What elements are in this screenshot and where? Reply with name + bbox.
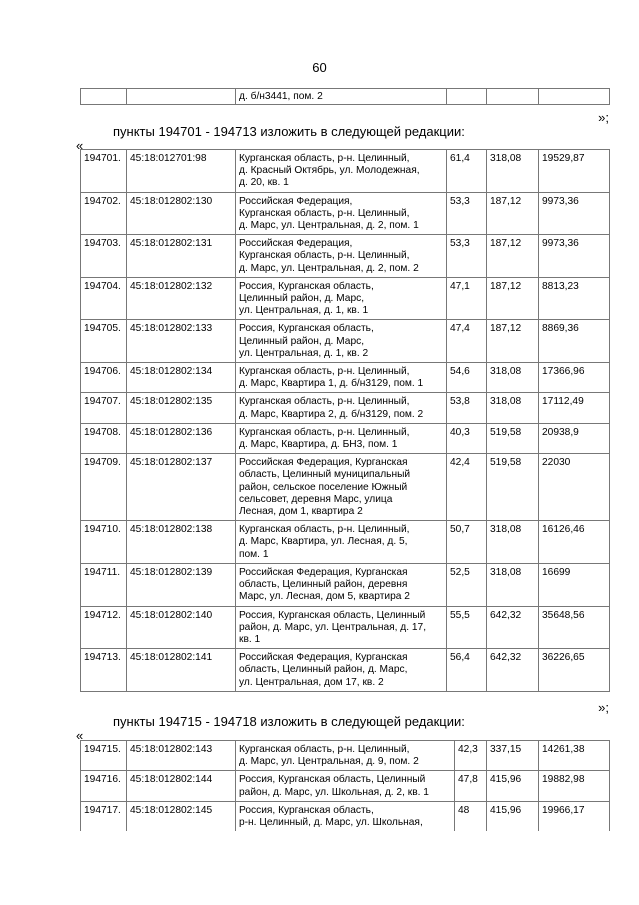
table-row (81, 741, 610, 771)
closing-quote-mark: »; (598, 700, 609, 715)
number-cell: 194710. (81, 521, 127, 564)
address-cell (236, 320, 447, 363)
cadastral-number-cell: 45:18:012802:141 (127, 649, 236, 692)
address-cell: д. б/н3441, пом. 2 (236, 89, 447, 105)
number-cell: 194707. (81, 393, 127, 423)
rate-cell: 318,08 (487, 521, 539, 564)
address-line: область, Целинный район, д. Марс, (239, 664, 408, 676)
address-line: ул. Центральная, д. 1, кв. 1 (239, 305, 369, 317)
total-cell: 19529,87 (539, 150, 610, 193)
cadastral-number-cell: 45:18:012802:140 (127, 606, 236, 649)
address-line: д. Марс, ул. Центральная, д. 2, пом. 2 (239, 262, 419, 274)
total-cell: 8869,36 (539, 320, 610, 363)
cadastral-number-cell: 45:18:012701:98 (127, 150, 236, 193)
address-line: Российская Федерация, Курганская (239, 566, 408, 578)
address-cell (236, 454, 447, 521)
address-line: Курганская область, р-н. Целинный, (239, 426, 410, 438)
address-line: Россия, Курганская область, (239, 323, 374, 335)
area-cell: 48 (455, 801, 487, 831)
address-line: район, д. Марс, ул. Школьная, д. 2, кв. 1 (239, 786, 429, 798)
number-cell: 194703. (81, 235, 127, 278)
total-cell: 22030 (539, 454, 610, 521)
total-cell: 16126,46 (539, 521, 610, 564)
rate-cell: 187,12 (487, 277, 539, 320)
number-cell: 194715. (81, 741, 127, 771)
number-cell: 194706. (81, 363, 127, 393)
number-cell: 194701. (81, 150, 127, 193)
total-cell: 9973,36 (539, 235, 610, 278)
number-cell: 194713. (81, 649, 127, 692)
number-cell (81, 89, 127, 105)
address-line: Российская Федерация, Курганская (239, 457, 408, 469)
rate-cell: 415,96 (487, 771, 539, 801)
cadastral-number-cell: 45:18:012802:138 (127, 521, 236, 564)
address-line: Российская Федерация, Курганская (239, 652, 408, 664)
total-cell: 17366,96 (539, 363, 610, 393)
rate-cell: 318,08 (487, 393, 539, 423)
rate-cell: 187,12 (487, 235, 539, 278)
address-line: д. Марс, Квартира 2, д. б/н3129, пом. 2 (239, 408, 424, 420)
table-row (81, 89, 610, 105)
total-cell: 35648,56 (539, 606, 610, 649)
total-cell: 9973,36 (539, 192, 610, 235)
address-cell (236, 150, 447, 193)
table-row (81, 320, 610, 363)
area-cell: 53,3 (447, 192, 487, 235)
address-line: кв. 1 (239, 633, 261, 645)
table-row (81, 150, 610, 193)
address-line: Россия, Курганская область, (239, 804, 374, 816)
total-cell: 17112,49 (539, 393, 610, 423)
area-cell: 47,4 (447, 320, 487, 363)
address-line: ул. Центральная, дом 17, кв. 2 (239, 676, 384, 688)
area-cell: 53,3 (447, 235, 487, 278)
address-line: Курганская область, р-н. Целинный, (239, 524, 410, 536)
page-number: 60 (312, 60, 327, 75)
rate-cell: 187,12 (487, 320, 539, 363)
address-line: Российская Федерация, (239, 238, 353, 250)
address-line: д. Красный Октябрь, ул. Молодежная, (239, 165, 420, 177)
address-line: Курганская область, р-н. Целинный, (239, 744, 410, 755)
address-line: район, д. Марс, ул. Центральная, д. 17, (239, 621, 427, 633)
address-line: ул. Центральная, д. 1, кв. 2 (239, 347, 369, 359)
rate-cell: 642,32 (487, 606, 539, 649)
address-line: область, Целинный муниципальный (239, 469, 411, 481)
area-cell: 52,5 (447, 563, 487, 606)
cadastral-number-cell: 45:18:012802:135 (127, 393, 236, 423)
address-line: д. Марс, ул. Центральная, д. 2, пом. 1 (239, 220, 419, 232)
address-line: область, Целинный район, деревня (239, 579, 408, 591)
address-cell (236, 606, 447, 649)
amendment-instruction: пункты 194715 - 194718 изложить в следующей редакции: (113, 714, 465, 729)
top-table-fragment (80, 88, 610, 105)
table-row (81, 393, 610, 423)
number-cell: 194716. (81, 771, 127, 801)
address-line: Россия, Курганская область, Целинный (239, 609, 426, 621)
address-line: Курганская область, р-н. Целинный, (239, 207, 410, 219)
address-line: д. Марс, Квартира 1, д. б/н3129, пом. 1 (239, 378, 424, 390)
total-cell: 20938,9 (539, 423, 610, 453)
closing-quote-mark: »; (598, 110, 609, 125)
area-cell: 50,7 (447, 521, 487, 564)
cadastral-number-cell: 45:18:012802:136 (127, 423, 236, 453)
area-cell: 47,8 (455, 771, 487, 801)
cadastral-number-cell: 45:18:012802:130 (127, 192, 236, 235)
area-cell (447, 89, 487, 105)
number-cell: 194712. (81, 606, 127, 649)
rate-cell: 519,58 (487, 454, 539, 521)
table-row (81, 277, 610, 320)
cadastral-number-cell: 45:18:012802:131 (127, 235, 236, 278)
number-cell: 194702. (81, 192, 127, 235)
table-row (81, 606, 610, 649)
number-cell: 194711. (81, 563, 127, 606)
address-line: Целинный район, д. Марс, (239, 335, 365, 347)
address-line: сельсовет, деревня Марс, улица (239, 493, 393, 505)
address-line: Россия, Курганская область, Целинный (239, 774, 426, 786)
table-row (81, 423, 610, 453)
address-line: Курганская область, р-н. Целинный, (239, 366, 410, 378)
rate-cell: 337,15 (487, 741, 539, 771)
cadastral-table (80, 740, 610, 831)
address-line: Лесная, дом 1, квартира 2 (239, 506, 363, 518)
address-line: Курганская область, р-н. Целинный, (239, 250, 410, 262)
address-line: Курганская область, р-н. Целинный, (239, 153, 410, 164)
address-line: р-н. Целинный, д. Марс, ул. Школьная, (239, 817, 423, 829)
address-cell (236, 521, 447, 564)
number-cell: 194709. (81, 454, 127, 521)
address-cell (236, 741, 455, 771)
cadastral-number-cell: 45:18:012802:139 (127, 563, 236, 606)
amendment-instruction: пункты 194701 - 194713 изложить в следующей редакции: (113, 124, 465, 139)
table-row (81, 363, 610, 393)
area-cell: 40,3 (447, 423, 487, 453)
cadastral-table (80, 149, 610, 692)
cadastral-number-cell: 45:18:012802:134 (127, 363, 236, 393)
address-line: район, сельское поселение Южный (239, 481, 408, 493)
address-line: д. Марс, Квартира, ул. Лесная, д. 5, (239, 536, 408, 548)
cadastral-cell (127, 89, 236, 105)
address-line: д. Марс, Квартира, д. БН3, пом. 1 (239, 439, 398, 451)
address-line: Курганская область, р-н. Целинный, (239, 396, 410, 408)
table-row (81, 563, 610, 606)
opening-quote-mark: « (76, 138, 84, 153)
address-line: Марс, ул. Лесная, дом 5, квартира 2 (239, 591, 410, 603)
opening-quote-mark: « (76, 728, 84, 743)
table-row (81, 649, 610, 692)
table-row (81, 235, 610, 278)
table-row (81, 521, 610, 564)
address-line: пом. 1 (239, 548, 269, 560)
address-cell (236, 277, 447, 320)
area-cell: 42,3 (455, 741, 487, 771)
total-cell: 8813,23 (539, 277, 610, 320)
address-cell (236, 192, 447, 235)
rate-cell: 318,08 (487, 150, 539, 193)
rate-cell: 642,32 (487, 649, 539, 692)
address-line: д. 20, кв. 1 (239, 177, 289, 189)
area-cell: 56,4 (447, 649, 487, 692)
area-cell: 54,6 (447, 363, 487, 393)
rate-cell: 187,12 (487, 192, 539, 235)
cadastral-number-cell: 45:18:012802:144 (127, 771, 236, 801)
number-cell: 194708. (81, 423, 127, 453)
address-cell (236, 423, 447, 453)
area-cell: 47,1 (447, 277, 487, 320)
cadastral-number-cell: 45:18:012802:143 (127, 741, 236, 771)
area-cell: 55,5 (447, 606, 487, 649)
total-cell: 19966,17 (539, 801, 610, 831)
total-cell: 14261,38 (539, 741, 610, 771)
area-cell: 53,8 (447, 393, 487, 423)
total-cell (539, 89, 610, 105)
rate-cell: 318,08 (487, 363, 539, 393)
total-cell: 19882,98 (539, 771, 610, 801)
table-row (81, 192, 610, 235)
address-line: д. Марс, ул. Центральная, д. 9, пом. 2 (239, 756, 419, 768)
number-cell: 194704. (81, 277, 127, 320)
address-cell (236, 771, 455, 801)
rate-cell: 519,58 (487, 423, 539, 453)
rate-cell (487, 89, 539, 105)
address-cell (236, 801, 455, 831)
area-cell: 61,4 (447, 150, 487, 193)
address-line: Россия, Курганская область, (239, 280, 374, 292)
address-cell (236, 649, 447, 692)
total-cell: 16699 (539, 563, 610, 606)
rate-cell: 415,96 (487, 801, 539, 831)
table-row (81, 801, 610, 831)
table-row (81, 454, 610, 521)
number-cell: 194717. (81, 801, 127, 831)
cadastral-number-cell: 45:18:012802:145 (127, 801, 236, 831)
table-row (81, 771, 610, 801)
area-cell: 42,4 (447, 454, 487, 521)
cadastral-number-cell: 45:18:012802:132 (127, 277, 236, 320)
address-cell (236, 235, 447, 278)
total-cell: 36226,65 (539, 649, 610, 692)
cadastral-number-cell: 45:18:012802:133 (127, 320, 236, 363)
rate-cell: 318,08 (487, 563, 539, 606)
cadastral-number-cell: 45:18:012802:137 (127, 454, 236, 521)
address-line: Целинный район, д. Марс, (239, 293, 365, 305)
number-cell: 194705. (81, 320, 127, 363)
address-line: Российская Федерация, (239, 195, 353, 207)
address-cell (236, 563, 447, 606)
address-cell (236, 393, 447, 423)
address-cell (236, 363, 447, 393)
